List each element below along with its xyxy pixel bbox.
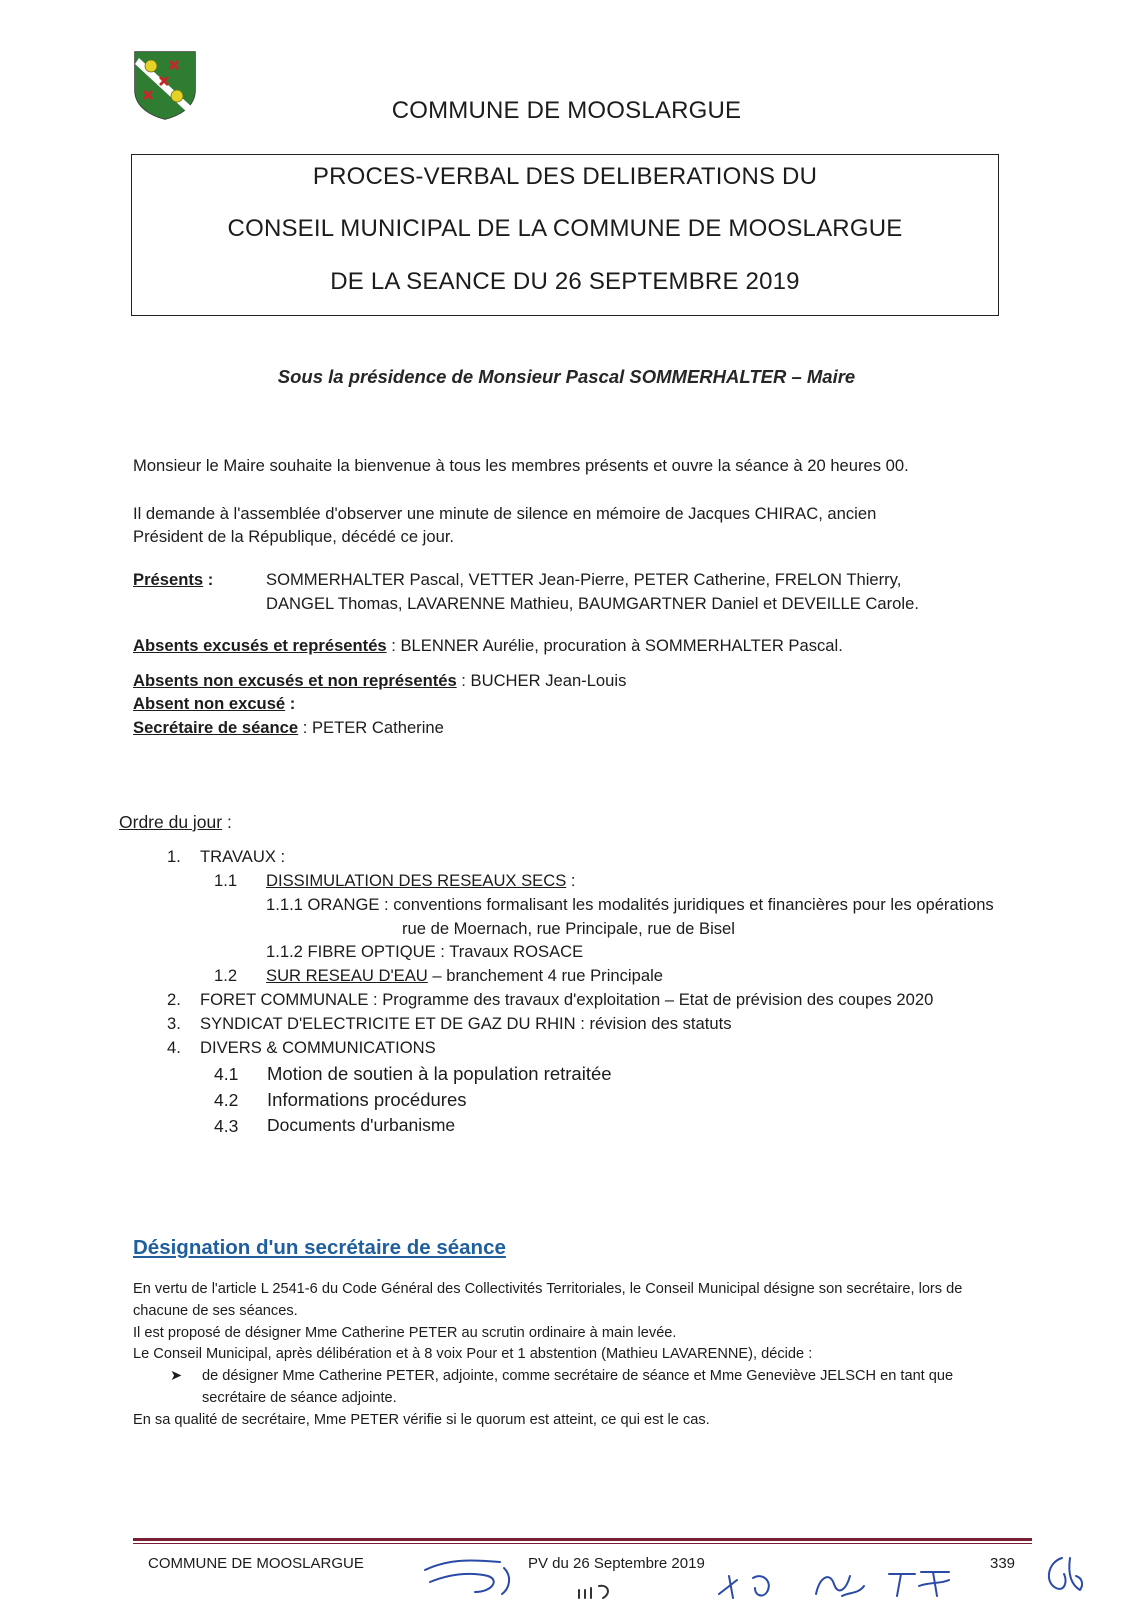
- designation-line-4: Le Conseil Municipal, après délibération et à 8 voix Pour et 1 abstention (Mathieu LAVARENNE), décide :: [133, 1346, 813, 1362]
- footer-pv-date: PV du 26 Septembre 2019: [528, 1555, 705, 1572]
- secretaire-label: Secrétaire de séance: [133, 718, 299, 737]
- ordre-du-jour-title: [119, 812, 232, 833]
- designation-line-3: Il est proposé de désigner Mme Catherine PETER au scrutin ordinaire à main levée.: [133, 1325, 677, 1341]
- title-box: [131, 154, 999, 316]
- presidence-line: Sous la présidence de Monsieur Pascal SOMMERHALTER – Maire: [277, 366, 856, 387]
- odj-item-4-2-text: Informations procédures: [267, 1089, 467, 1110]
- absents-excuses-value: : BLENNER Aurélie, procuration à SOMMERHALTER Pascal.: [386, 636, 843, 655]
- presents-label-row: [133, 568, 213, 592]
- signature-initials-2: [575, 1580, 635, 1600]
- absents-non-excuses-value: : BUCHER Jean-Louis: [456, 671, 627, 690]
- absent-non-excuse-value: :: [285, 694, 296, 713]
- footer-rule-thin: [133, 1543, 1032, 1544]
- designation-line-5: En sa qualité de secrétaire, Mme PETER vérifie si le quorum est atteint, ce qui est le cas.: [133, 1412, 710, 1428]
- designation-heading: Désignation d'un secrétaire de séance: [133, 1236, 506, 1259]
- absent-non-excuse-label: Absent non excusé: [133, 694, 286, 713]
- odj-item-4-3-text: Documents d'urbanisme: [267, 1115, 456, 1135]
- odj-item-1-number: 1.: [167, 847, 181, 866]
- footer-commune: COMMUNE DE MOOSLARGUE: [148, 1555, 364, 1572]
- odj-item-1-text: TRAVAUX :: [200, 847, 286, 866]
- intro-paragraph-2-line-2: Président de la République, décédé ce jour.: [133, 527, 455, 546]
- arrow-bullet-icon: ➤: [170, 1368, 183, 1384]
- odj-item-2-number: 2.: [167, 990, 181, 1009]
- odj-item-2-text: FORET COMMUNALE : Programme des travaux d'exploitation – Etat de prévision des coupes 2020: [200, 990, 934, 1009]
- odj-item-4-1-number: 4.1: [214, 1064, 239, 1084]
- signature-initials-5: [885, 1566, 955, 1600]
- signature-initials-4: [810, 1566, 870, 1600]
- odj-item-1-1-2: 1.1.2 FIBRE OPTIQUE : Travaux ROSACE: [266, 942, 584, 961]
- odj-item-1-1-1-line-1: 1.1.1 ORANGE : conventions formalisant les modalités juridiques et financières pour les opérations: [266, 895, 994, 914]
- odj-item-1-1-row: [266, 871, 576, 891]
- odj-item-1-1-1-line-2: rue de Moernach, rue Principale, rue de Bisel: [402, 919, 735, 938]
- presents-line-2: DANGEL Thomas, LAVARENNE Mathieu, BAUMGARTNER Daniel et DEVEILLE Carole.: [266, 594, 919, 613]
- absents-non-excuses-label: Absents non excusés et non représentés: [133, 671, 457, 690]
- footer-rule: [133, 1538, 1032, 1541]
- designation-bullet-line-1: de désigner Mme Catherine PETER, adjointe, comme secrétaire de séance et Mme Geneviève JELSCH en tant que: [202, 1368, 954, 1384]
- commune-title: COMMUNE DE MOOSLARGUE: [391, 97, 742, 124]
- odj-item-1-2-number: 1.2: [214, 966, 238, 985]
- signature-initials-1: [420, 1552, 520, 1598]
- title-line-3: DE LA SEANCE DU 26 SEPTEMBRE 2019: [330, 268, 800, 295]
- odj-item-1-2-row: [266, 966, 663, 986]
- odj-item-1-1-number: 1.1: [214, 871, 238, 890]
- odj-item-3-number: 3.: [167, 1014, 181, 1033]
- odj-item-4-text: DIVERS & COMMUNICATIONS: [200, 1038, 436, 1057]
- odj-item-1-2-text: SUR RESEAU D'EAU: [266, 966, 428, 985]
- odj-item-4-number: 4.: [167, 1038, 181, 1057]
- odj-item-4-2-number: 4.2: [214, 1090, 239, 1110]
- signature-initials-3: [715, 1568, 795, 1600]
- designation-line-1: En vertu de l'article L 2541-6 du Code Général des Collectivités Territoriales, le Conseil Municipal désigne son secrétaire, lors de: [133, 1281, 963, 1297]
- intro-paragraph-1: Monsieur le Maire souhaite la bienvenue à tous les membres présents et ouvre la séance à 20 heures 00.: [133, 456, 909, 475]
- absents-non-excuses-row: [133, 669, 626, 693]
- odj-item-1-1-suffix: :: [566, 871, 576, 890]
- designation-bullet-line-2: secrétaire de séance adjointe.: [202, 1390, 397, 1406]
- absents-excuses-row: [133, 634, 843, 658]
- absents-excuses-label: Absents excusés et représentés: [133, 636, 387, 655]
- signature-initials-6: [1040, 1552, 1090, 1596]
- odj-item-1-2-suffix: – branchement 4 rue Principale: [427, 966, 663, 985]
- footer-page-number: 339: [990, 1555, 1016, 1572]
- presents-label: Présents: [133, 570, 204, 589]
- title-line-2: CONSEIL MUNICIPAL DE LA COMMUNE DE MOOSLARGUE: [227, 215, 903, 242]
- secretaire-value: : PETER Catherine: [298, 718, 444, 737]
- designation-line-2: chacune de ses séances.: [133, 1303, 298, 1319]
- intro-paragraph-2-line-1: Il demande à l'assemblée d'observer une minute de silence en mémoire de Jacques CHIRAC, ancien: [133, 504, 877, 523]
- title-line-1: PROCES-VERBAL DES DELIBERATIONS DU: [312, 163, 818, 190]
- odj-item-1-1-text: DISSIMULATION DES RESEAUX SECS: [266, 871, 567, 890]
- odj-item-3-text: SYNDICAT D'ELECTRICITE ET DE GAZ DU RHIN : révision des statuts: [200, 1014, 732, 1033]
- absent-non-excuse-row: [133, 692, 295, 716]
- odj-item-4-1-text: Motion de soutien à la population retraitée: [267, 1063, 612, 1084]
- secretaire-row: [133, 716, 444, 740]
- presents-line-1: SOMMERHALTER Pascal, VETTER Jean-Pierre, PETER Catherine, FRELON Thierry,: [266, 570, 902, 589]
- ordre-du-jour-label: Ordre du jour: [119, 812, 223, 832]
- presents-colon: :: [203, 570, 214, 589]
- ordre-du-jour-colon: :: [222, 812, 232, 832]
- odj-item-4-3-number: 4.3: [214, 1116, 239, 1136]
